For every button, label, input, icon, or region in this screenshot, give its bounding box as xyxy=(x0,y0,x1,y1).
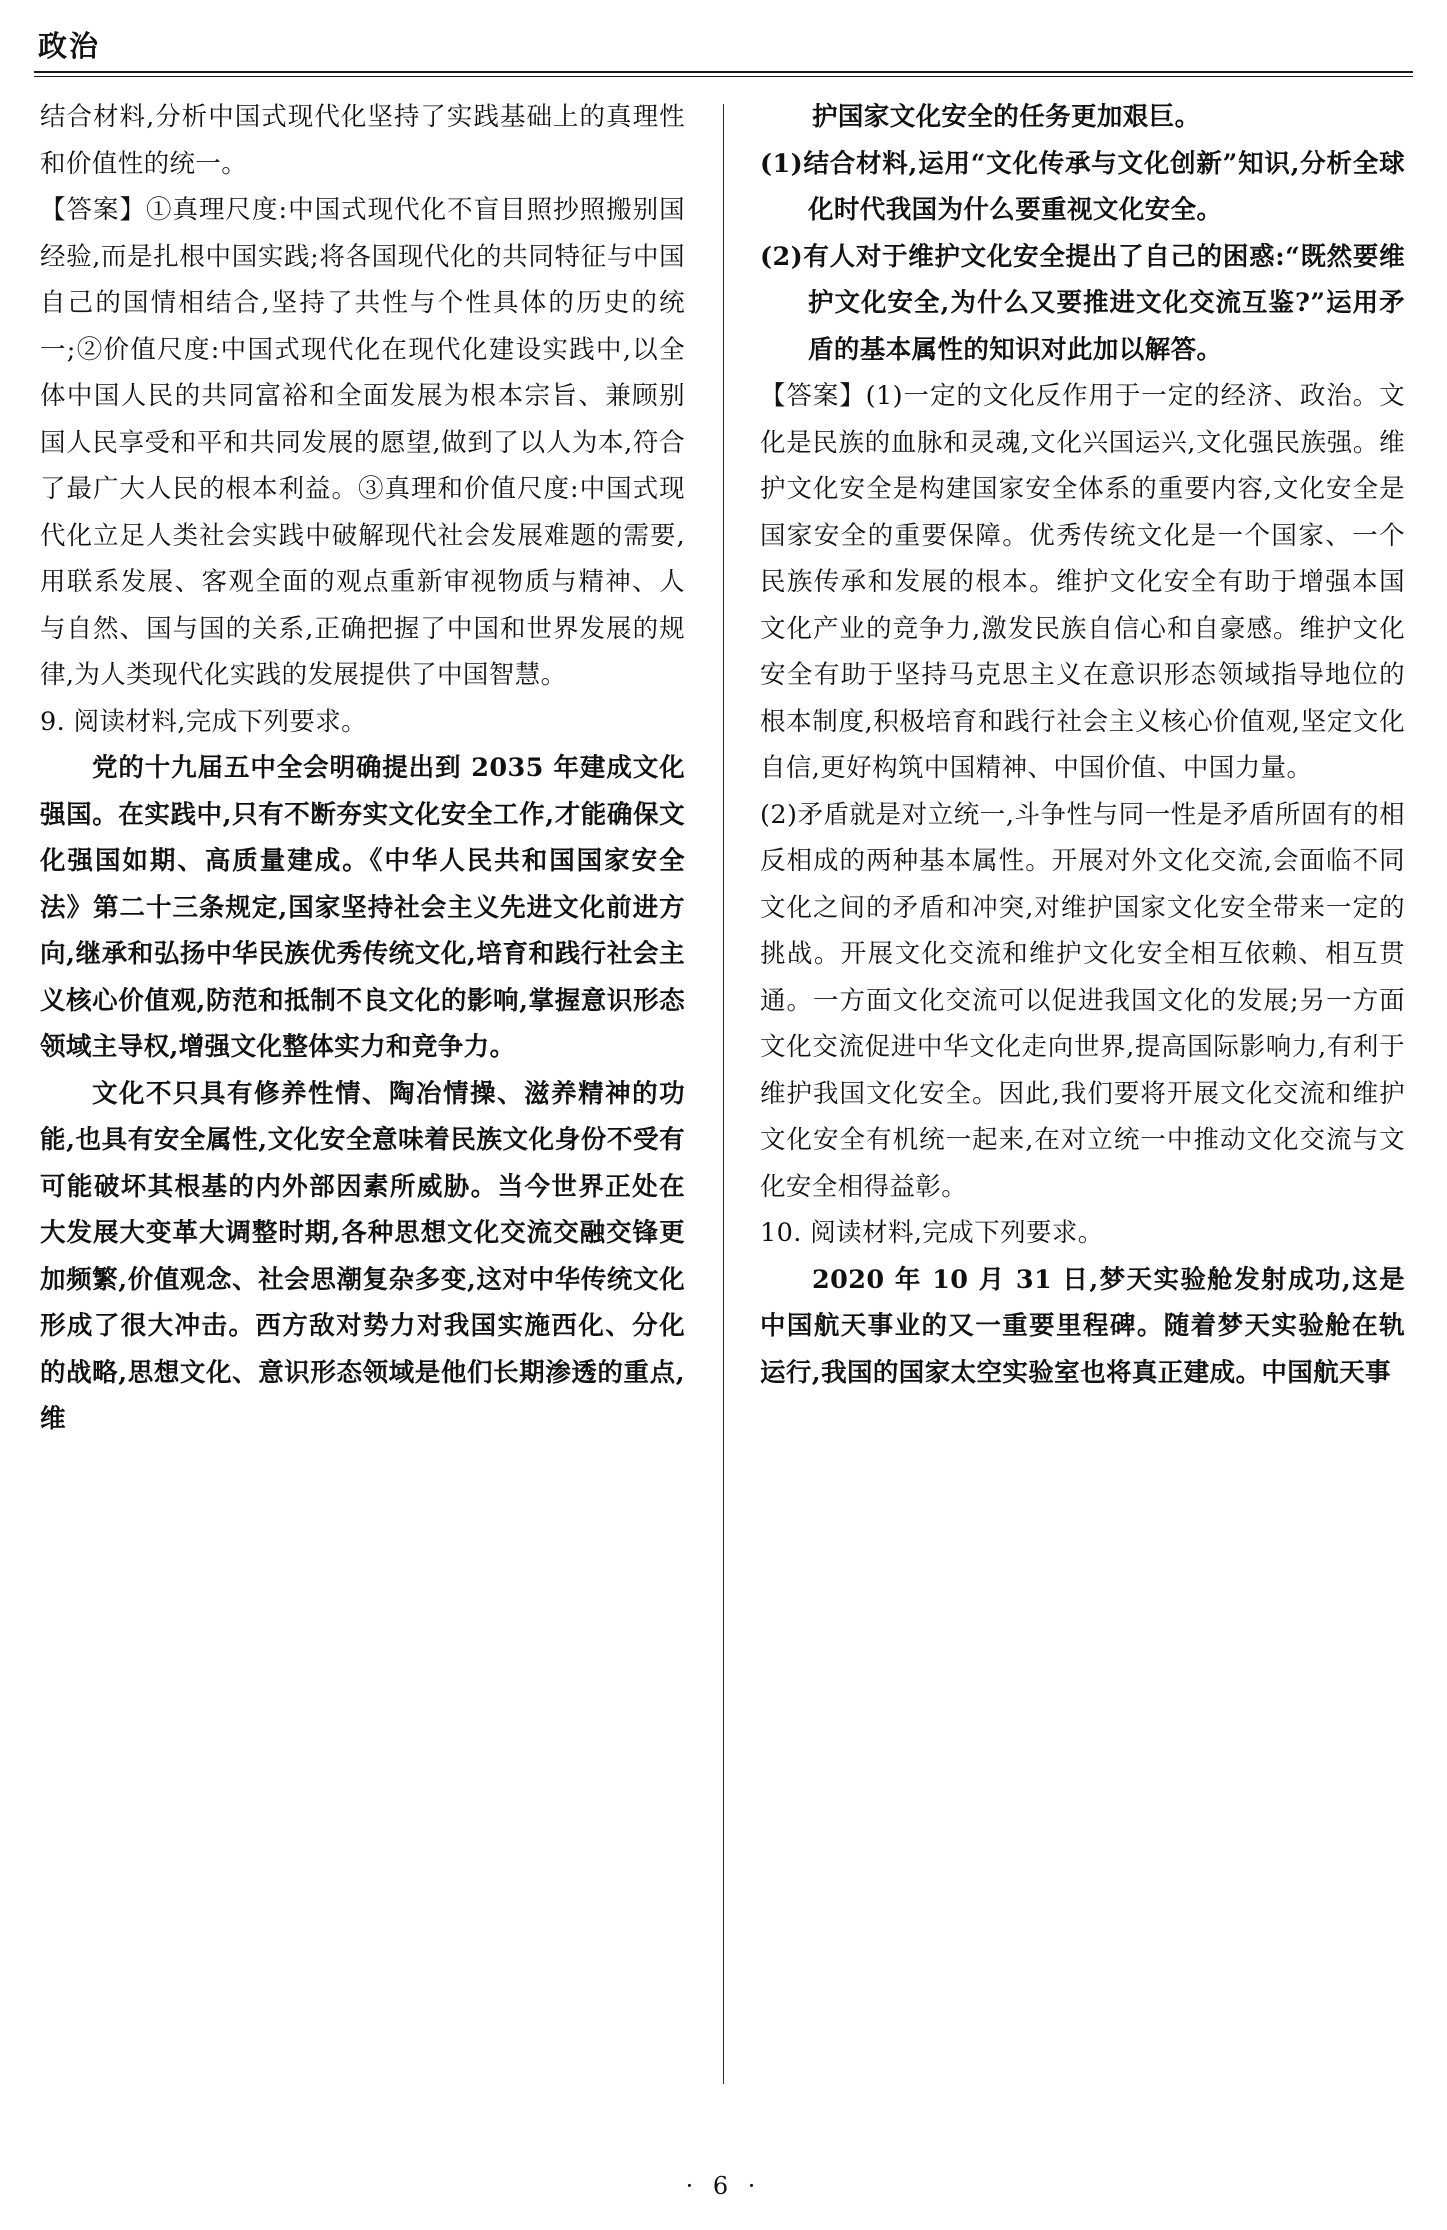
question-9-heading: 9. 阅读材料,完成下列要求。 xyxy=(40,706,368,737)
header-divider-rule xyxy=(34,71,1413,73)
question-8-prompt: 结合材料,分析中国式现代化坚持了实践基础上的真理性和价值性的统一。 xyxy=(40,102,685,179)
question-10-material-paragraph: 2020 年 10 月 31 日,梦天实验舱发射成功,这是中国航天事业的又一重要里程碑。随着梦天实验舱在轨运行,我国的国家太空实验室也将真正建成。中国航天事 xyxy=(760,1264,1405,1388)
question-9-material-continued: 护国家文化安全的任务更加艰巨。 xyxy=(812,102,1201,132)
question-9-answer-part-1: 【答案】(1)一定的文化反作用于一定的经济、政治。文化是民族的血脉和灵魂,文化兴国运兴,文化强民族强。维护文化安全是构建国家安全体系的重要内容,文化安全是国家安全的重要保障。优秀传统文化是一个国家、一个民族传承和发展的根本。维护文化安全有助于增强本国文化产业的竞争力,激发民族自信心和自豪感。维护文化安全有助于坚持马克思主义在意识形态领域指导地位的根本制度,积极培育和践行社会主义核心价值观,坚定文化自信,更好构筑中国精神、中国价值、中国力量。 xyxy=(760,381,1405,783)
question-9-material-paragraph-2: 文化不只具有修养性情、陶冶情操、滋养精神的功能,也具有安全属性,文化安全意味着民族文化身份不受有可能破坏其根基的内外部因素所威胁。当今世界正处在大发展大变革大调整时期,各种思想文化交流交融交锋更加频繁,价值观念、社会思潮复杂多变,这对中华传统文化形成了很大冲击。西方敌对势力对我国实施西化、分化的战略,思想文化、意识形态领域是他们长期渗透的重点,维 xyxy=(40,1078,685,1434)
left-column xyxy=(40,94,685,2144)
question-8-answer: 【答案】①真理尺度:中国式现代化不盲目照抄照搬别国经验,而是扎根中国实践;将各国现代化的共同特征与中国自己的国情相结合,坚持了共性与个性具体的历史的统一;②价值尺度:中国式现代化在现代化建设实践中,以全体中国人民的共同富裕和全面发展为根本宗旨、兼顾别国人民享受和平和共同发展的愿望,做到了以人为本,符合了最广大人民的根本利益。③真理和价值尺度:中国式现代化立足人类社会实践中破解现代社会发展难题的需要,用联系发展、客观全面的观点重新审视物质与精神、人与自然、国与国的关系,正确把握了中国和世界发展的规律,为人类现代化实践的发展提供了中国智慧。 xyxy=(40,195,685,690)
page-header xyxy=(34,26,1413,80)
question-9-answer-part-2: (2)矛盾就是对立统一,斗争性与同一性是矛盾所固有的相反相成的两种基本属性。开展对外文化交流,会面临不同文化之间的矛盾和冲突,对维护国家文化安全带来一定的挑战。开展文化交流和维护文化安全相互依赖、相互贯通。一方面文化交流可以促进我国文化的发展;另一方面文化交流促进中华文化走向世界,提高国际影响力,有利于维护我国文化安全。因此,我们要将开展文化交流和维护文化安全有机统一起来,在对立统一中推动文化交流与文化安全相得益彰。 xyxy=(760,799,1405,1202)
column-divider xyxy=(723,104,724,2084)
question-9-subquestion-1: (1)结合材料,运用“文化传承与文化创新”知识,分析全球化时代我国为什么要重视文化安全。 xyxy=(760,148,1405,225)
right-column xyxy=(760,94,1405,2144)
question-9-material-paragraph-1: 党的十九届五中全会明确提出到 2035 年建成文化强国。在实践中,只有不断夯实文化安全工作,才能确保文化强国如期、高质量建成。《中华人民共和国国家安全法》第二十三条规定,国家坚持社会主义先进文化前进方向,继承和弘扬中华民族优秀传统文化,培育和践行社会主义核心价值观,防范和抵制不良文化的影响,掌握意识形态领域主导权,增强文化整体实力和竞争力。 xyxy=(40,753,685,1062)
page-number-footer: · 6 · xyxy=(685,2172,762,2200)
two-column-body xyxy=(34,94,1413,2144)
subject-title: 政治 xyxy=(38,29,101,63)
question-9-subquestion-2: (2)有人对于维护文化安全提出了自己的困惑:“既然要维护文化安全,为什么又要推进文化交流互鉴?”运用矛盾的基本属性的知识对此加以解答。 xyxy=(760,241,1405,365)
question-10-heading: 10. 阅读材料,完成下列要求。 xyxy=(760,1218,1104,1248)
